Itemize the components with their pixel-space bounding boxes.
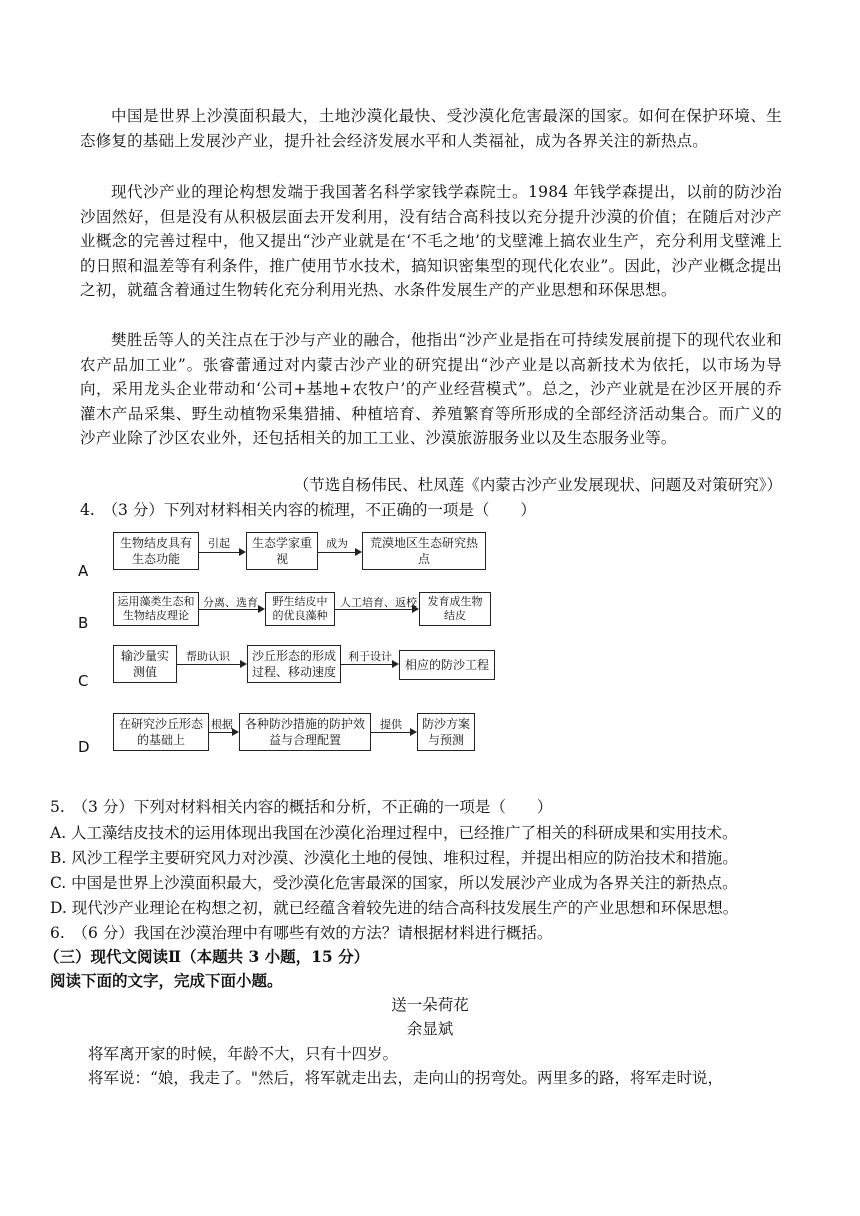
q4-a-arrow-2-label: 成为 bbox=[326, 537, 348, 550]
story-title: 送一朵荷花 bbox=[391, 996, 469, 1014]
q4-b-box-2: 野生结皮中的优良藻种 bbox=[265, 592, 335, 626]
q6-stem: 6. （6 分）我国在沙漠治理中有哪些有效的方法？请根据材料进行概括。 bbox=[50, 924, 553, 942]
q4-c-arrow-1-label: 帮助认识 bbox=[186, 650, 230, 663]
section-heading: （三）现代文阅读Ⅱ（本题共 3 小题，15 分） bbox=[44, 947, 370, 966]
q4-b-arrow-1-label: 分离、选育 bbox=[203, 596, 258, 609]
q4-option-c-letter: C bbox=[78, 672, 89, 690]
q4-b-box-3: 发育成生物结皮 bbox=[419, 592, 491, 626]
q5-option-c: C. 中国是世界上沙漠面积最大，受沙漠化危害最深的国家，所以发展沙产业成为各界关注的新热点。 bbox=[50, 874, 738, 892]
q5-option-d: D. 现代沙产业理论在构想之初，就已经蕴含着较先进的结合高科技发展生产的产业思想和环保思想。 bbox=[50, 899, 739, 917]
q4-a-arrow-1-label: 引起 bbox=[208, 537, 230, 550]
q4-option-a-letter: A bbox=[78, 562, 89, 580]
q4-b-box-1: 运用藻类生态和生物结皮理论 bbox=[113, 592, 199, 626]
passage-source: （节选自杨伟民、杜凤莲《内蒙古沙产业发展现状、问题及对策研究》） bbox=[293, 476, 782, 494]
q4-a-box-1: 生物结皮具有生态功能 bbox=[113, 532, 199, 570]
q4-c-box-2: 沙丘形态的形成过程、移动速度 bbox=[247, 645, 341, 683]
q4-b-arrow-2-label: 人工培育、返校 bbox=[340, 596, 417, 609]
section-instruction: 阅读下面的文字，完成下面小题。 bbox=[50, 971, 283, 990]
q4-c-box-3: 相应的防沙工程 bbox=[399, 650, 495, 680]
q4-a-box-3: 荒漠地区生态研究热点 bbox=[362, 532, 486, 570]
q4-d-box-2: 各种防沙措施的防护效益与合理配置 bbox=[239, 713, 371, 751]
passage-paragraph-3: 樊胜岳等人的关注点在于沙与产业的融合，他指出“沙产业是指在可持续发展前提下的现代农业和农产品加工业”。张睿蕾通过对内蒙古沙产业的研究提出“沙产业是以高新技术为依托，以市场为导向，采用龙头企业带动和‘公司+基地+农牧户’的产业经营模式”。总之，沙产业就是在沙区开展的乔灌木产品采集、野生动植物采集猎捕、种植培育、养殖繁育等所形成的全部经济活动集合。而广义的沙产业除了沙区农业外，还包括相关的加工工业、沙漠旅游服务业以及生态服务业等。 bbox=[80, 331, 782, 447]
q4-option-b-letter: B bbox=[78, 614, 89, 632]
q4-stem: 4. （3 分）下列对材料相关内容的梳理，不正确的一项是（ ） bbox=[80, 501, 536, 519]
passage-paragraph-1: 中国是世界上沙漠面积最大，土地沙漠化最快、受沙漠化危害最深的国家。如何在保护环境、生态修复的基础上发展沙产业，提升社会经济发展水平和人类福祉，成为各界关注的新热点。 bbox=[80, 107, 782, 150]
q4-option-d-letter: D bbox=[78, 738, 90, 756]
q4-a-box-2: 生态学家重视 bbox=[246, 532, 318, 570]
story-author: 余显斌 bbox=[406, 1020, 454, 1038]
q4-c-arrow-2-label: 利于设计 bbox=[348, 650, 392, 663]
q5-option-a: A. 人工藻结皮技术的运用体现出我国在沙漠化治理过程中，已经推广了相关的科研成果和实用技术。 bbox=[50, 824, 738, 842]
q4-d-box-1: 在研究沙丘形态的基础上 bbox=[113, 713, 209, 751]
story-line-1: 将军离开家的时候，年龄不大，只有十四岁。 bbox=[88, 1045, 399, 1063]
q4-a-arrow-2 bbox=[318, 552, 360, 553]
q4-d-arrow-2-label: 提供 bbox=[380, 718, 402, 731]
q4-c-arrow-2 bbox=[341, 664, 397, 665]
q4-d-box-3: 防沙方案与预测 bbox=[417, 713, 475, 751]
q4-c-arrow-1 bbox=[177, 664, 245, 665]
q4-c-box-1: 输沙量实测值 bbox=[113, 645, 177, 683]
passage-paragraph-2: 现代沙产业的理论构想发端于我国著名科学家钱学森院士。1984 年钱学森提出，以前的防沙治沙固然好，但是没有从积极层面去开发利用，没有结合高科技以充分提升沙漠的价值；在随后对沙产业概念的完善过程中，他又提出“沙产业就是在‘不毛之地’的戈壁滩上搞农业生产，充分利用戈壁滩上的日照和温差等有利条件，推广使用节水技术，搞知识密集型的现代化农业”。因此，沙产业概念提出之初，就蕴含着通过生物转化充分利用光热、水条件发展生产的产业思想和环保思想。 bbox=[80, 183, 782, 299]
q4-d-arrow-2 bbox=[371, 732, 415, 733]
q4-d-arrow-1-label: 根据 bbox=[211, 718, 233, 731]
q5-stem: 5. （3 分）下列对材料相关内容的概括和分析，不正确的一项是（ ） bbox=[50, 798, 553, 816]
q4-a-arrow-1 bbox=[199, 552, 244, 553]
q5-option-b: B. 风沙工程学主要研究风力对沙漠、沙漠化土地的侵蚀、堆积过程，并提出相应的防治技术和措施。 bbox=[50, 849, 738, 867]
story-line-2: 将军说：“娘，我走了。"然后，将军就走出去，走向山的拐弯处。两里多的路，将军走时说， bbox=[88, 1069, 724, 1087]
q4-d-arrow-1 bbox=[209, 732, 237, 733]
